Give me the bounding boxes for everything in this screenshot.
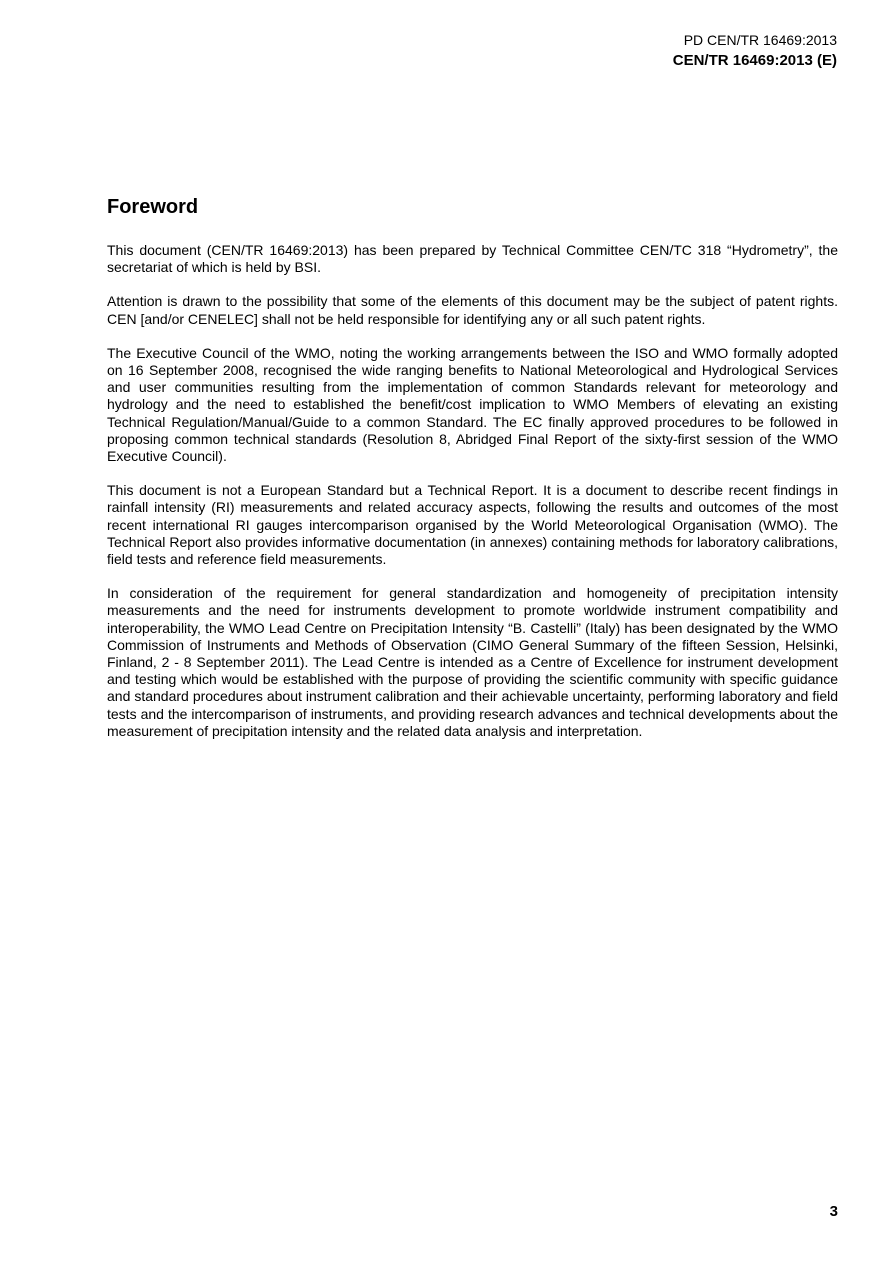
paragraph-lead-centre: In consideration of the requirement for general standardization and homogeneity of precipitation intensity measurements and the need for instruments development to promote worldwide instrument compatibility and interoperability, the WMO Lead Centre on Precipitation Intensity “B. Castelli” (Italy) has been designated by the WMO Commission of Instruments and Methods of Observation (CIMO General Summary of the fifteen Session, Helsinki, Finland, 2 - 8 September 2011). The Lead Centre is intended as a Centre of Excellence for instrument development and testing which would be established with the purpose of providing the scientific community with specific guidance and standard procedures about instrument calibration and their achievable uncertainty, performing laboratory and field tests and the intercomparison of instruments, and providing research advances and technical developments about the measurement of precipitation intensity and the related data analysis and interpretation.: [107, 585, 838, 739]
section-heading: Foreword: [107, 196, 199, 218]
document-reference: PD CEN/TR 16469:2013: [683, 32, 837, 48]
paragraph-patent-notice: Attention is drawn to the possibility that some of the elements of this document may be the subject of patent rights. CEN [and/or CENELEC] shall not be held responsible for identifying any or all such patent rights.: [107, 293, 838, 327]
paragraph-technical-report: This document is not a European Standard but a Technical Report. It is a document to describe recent findings in rainfall intensity (RI) measurements and related accuracy aspects, following the results and outcomes of the most recent international RI gauges intercomparison organised by the World Meteorological Organisation (WMO). The Technical Report also provides informative documentation (in annexes) containing methods for laboratory calibrations, field tests and reference field measurements.: [107, 482, 838, 568]
paragraph-wmo-council: The Executive Council of the WMO, noting the working arrangements between the ISO and WMO formally adopted on 16 September 2008, recognised the wide ranging benefits to National Meteorological and Hydrological Services and user communities resulting from the implementation of common Standards relevant for meteorology and hydrology and the need to established the benefit/cost implication to WMO Members of elevating an existing Technical Regulation/Manual/Guide to a common Standard. The EC finally approved procedures to be followed in proposing common technical standards (Resolution 8, Abridged Final Report of the sixty-first session of the WMO Executive Council).: [107, 344, 838, 465]
foreword-section: [107, 194, 838, 757]
document-identifier: CEN/TR 16469:2013 (E): [672, 52, 837, 69]
paragraph-committee: This document (CEN/TR 16469:2013) has been prepared by Technical Committee CEN/TC 318 “Hydrometry”, the secretariat of which is held by BSI.: [107, 242, 838, 276]
page-number: 3: [829, 1203, 838, 1220]
